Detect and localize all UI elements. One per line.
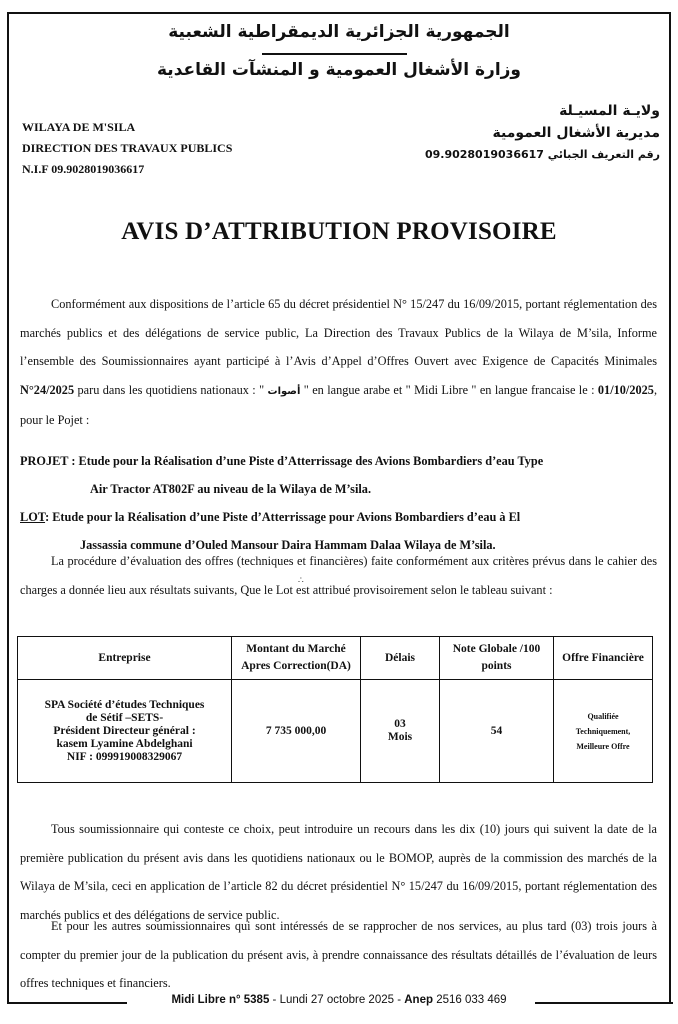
col-delais: Délais: [361, 637, 440, 680]
entreprise-name-2: de Sétif –SETS-: [85, 711, 164, 724]
header-republic-arabic: الجمهورية الجزائرية الديمقراطية الشعبية: [168, 22, 510, 42]
lot-label: LOT: [20, 510, 46, 524]
intro-text-4: , pour le Pojet :: [20, 382, 658, 427]
cell-offre: [554, 680, 653, 783]
footer-publication: [0, 994, 678, 1006]
paragraph-consultation: Et pour les autres soumissionnaires qui sont intéressés de se rapprocher de nos services, au plus tard (03) trois jours à compter du premier jour de la publication du présent avis, à prendre connaissance des résultats détaillés de l’évaluation de leurs offres techniques et financiers.: [20, 919, 657, 990]
cell-note: 54: [440, 680, 554, 783]
projet-line-2: Air Tractor AT802F au niveau de la Wilaya de M’sila.: [90, 482, 372, 496]
col-entreprise: Entreprise: [18, 637, 232, 680]
footer-anep-label: Anep: [404, 994, 433, 1006]
entreprise-nif: NIF : 099919008329067: [66, 750, 183, 763]
offre-line-2: Techniquement,: [575, 726, 631, 736]
results-table: [17, 636, 653, 783]
offre-line-1: Qualifiée: [587, 711, 619, 721]
paragraph-recours: Tous soumissionnaire qui conteste ce choix, peut introduire un recours dans les dix (10) jours qui suivent la date de la première publication du présent avis dans les quotidiens nationaux ou le BOMOP, auprès de la commission des marchés de la Wilaya de M’sila, ceci en application de l’article 82 du décret présidentiel N° 15/247 du 16/09/2015, portant réglementation des marchés publics et des délégations de service public.: [20, 822, 657, 922]
cell-montant: 7 735 000,00: [232, 680, 361, 783]
delais-unit: Mois: [387, 731, 413, 743]
table-row: [18, 680, 653, 783]
direction-label: DIRECTION DES TRAVAUX PUBLICS: [22, 141, 233, 155]
header-ministry-arabic: وزارة الأشغال العمومية و المنشآت القاعدية: [157, 60, 521, 80]
lot-line-2: Jassassia commune d’Ouled Mansour Daira Hammam Dalaa Wilaya de M’sila.: [80, 538, 496, 552]
table-header-row: [18, 637, 653, 680]
intro-text-2: paru dans les quotidiens nationaux : ": [74, 382, 268, 397]
cell-delais: [361, 680, 440, 783]
direction-arabic: مديرية الأشغال العمومية: [492, 125, 660, 141]
lot-line-1: : Etude pour la Réalisation d’une Piste d’Atterrissage pour Avions Bombardiers d’eau à El: [45, 510, 521, 524]
tender-number: N°24/2025: [20, 382, 75, 397]
paragraph-procedure: La procédure d’évaluation des offres (techniques et financières) faite conformément aux critères prévus dans le cahier des charges a donnée lieu aux résultats suivants, Que le Lot est attribué provisoirement selon le tableau suivant :: [20, 554, 657, 597]
nif-label: N.I.F 09.9028019036617: [22, 162, 145, 176]
wilaya-label: WILAYA DE M'SILA: [22, 120, 136, 134]
entreprise-director-label: Président Directeur général :: [53, 724, 196, 737]
header-divider: [262, 53, 407, 55]
entreprise-director-name: kasem Lyamine Abdelghani: [56, 737, 193, 750]
offre-line-3: Meilleure Offre: [576, 741, 630, 751]
nif-arabic: رقم التعريف الجبائي 09.9028019036617: [424, 148, 660, 161]
col-offre: Offre Financière: [554, 637, 653, 680]
scan-speck: ∴: [298, 575, 304, 585]
delais-value: 03: [394, 718, 406, 730]
paragraph-intro: [20, 290, 657, 435]
projet-line-1: PROJET : Etude pour la Réalisation d’une Piste d’Atterrissage des Avions Bombardiers d’eau Type: [20, 454, 544, 468]
entreprise-name: SPA Société d’études Techniques: [44, 698, 205, 711]
arabic-newspaper-name: أصوات: [267, 385, 301, 397]
header-left-block: [22, 117, 232, 180]
cell-entreprise: [18, 680, 232, 783]
projet-block: [20, 447, 660, 503]
footer-paper: Midi Libre n° 5385: [171, 994, 270, 1006]
intro-text-3: " en langue arabe et " Midi Libre " en langue francaise le :: [300, 382, 598, 397]
header-right-block: [425, 100, 660, 166]
col-montant: Montant du Marché Apres Correction(DA): [232, 637, 361, 680]
footer-date: - Lundi 27 octobre 2025 -: [269, 994, 405, 1006]
page-title: AVIS D’ATTRIBUTION PROVISOIRE: [121, 218, 557, 245]
col-note: Note Globale /100 points: [440, 637, 554, 680]
wilaya-arabic: ولايـة المسيـلة: [559, 103, 660, 119]
intro-text-1: Conformément aux dispositions de l’article 65 du décret présidentiel N° 15/247 du 16/09/2015, portant réglementation des marchés publics et des délégations de service public, La Direction des Travaux Publics de la Wilaya de M’sila, Informe l’ensemble des Soumissionnaires ayant participé à l’Avis d’Appel d’Offres Ouvert avec Exigence de Capacités Minimales: [20, 297, 657, 368]
footer-anep-number: 2516 033 469: [433, 994, 507, 1006]
publication-date: 01/10/2025: [597, 382, 654, 397]
